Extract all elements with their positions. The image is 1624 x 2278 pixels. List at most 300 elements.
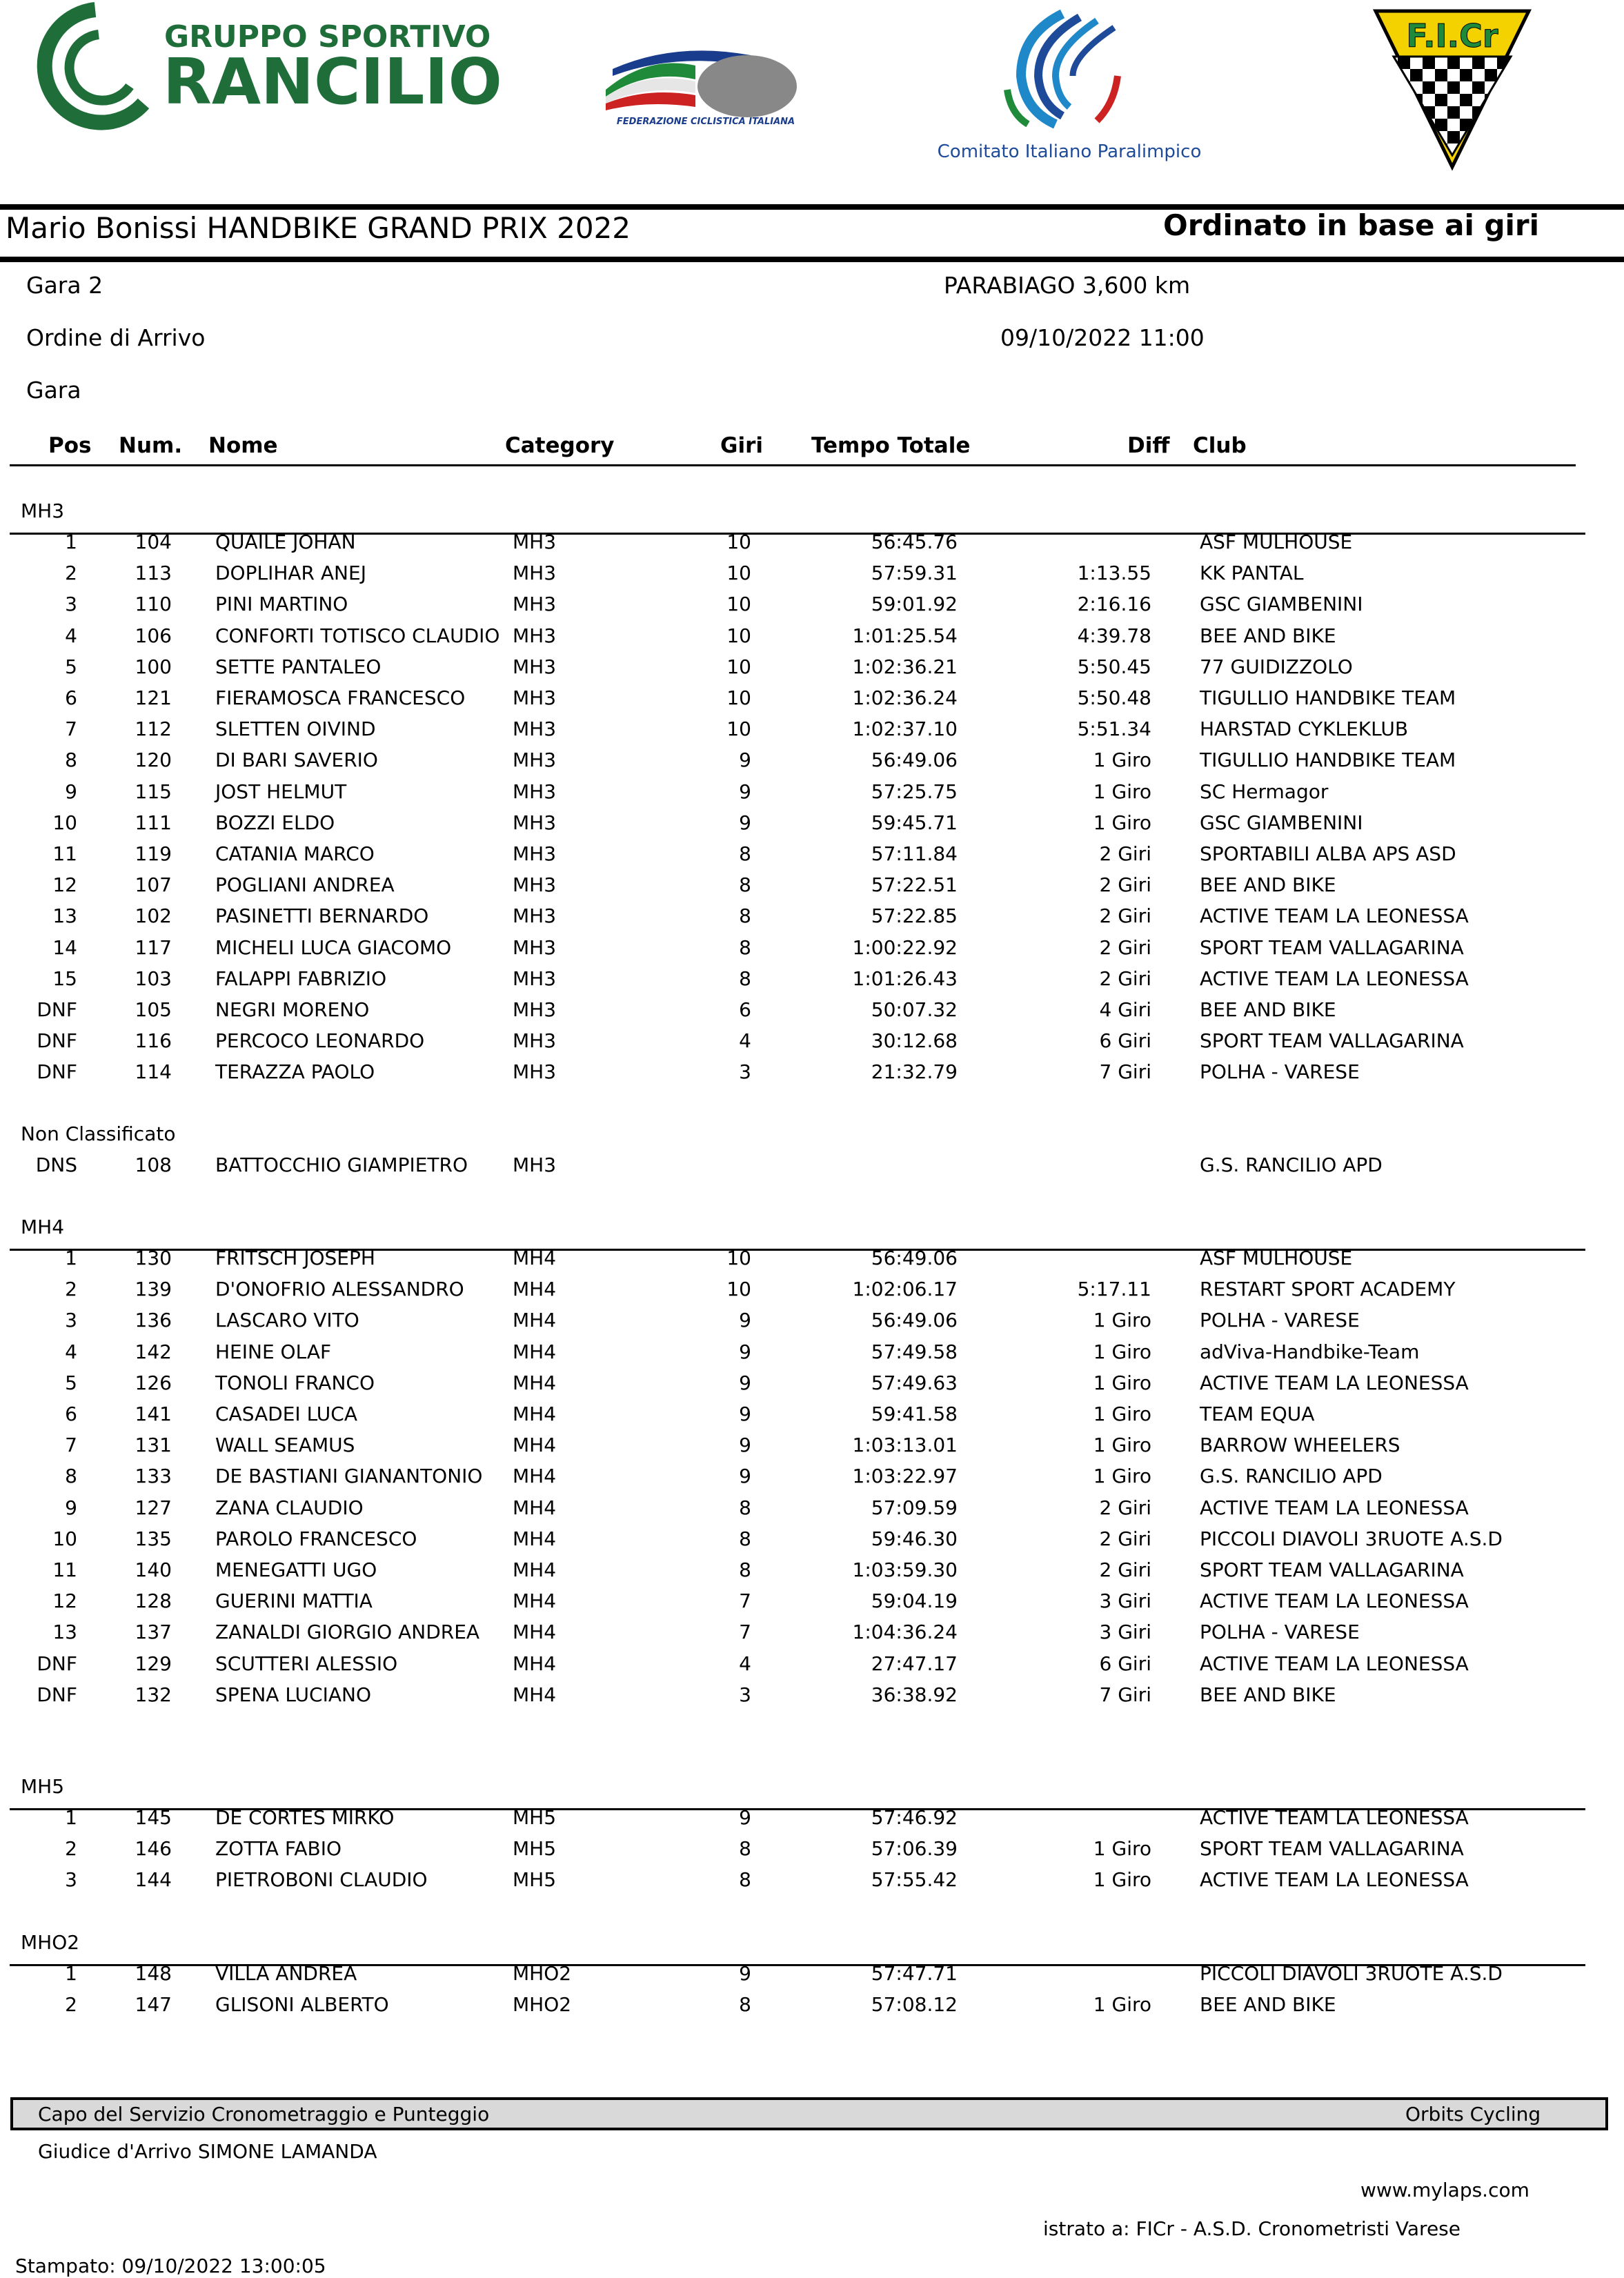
section-title: MHO2 xyxy=(21,1931,80,1954)
cell-giri: 9 xyxy=(739,749,751,772)
cell-name: MENEGATTI UGO xyxy=(215,1558,377,1581)
cell-name: CASADEI LUCA xyxy=(215,1403,357,1425)
cell-club: SPORTABILI ALBA APS ASD xyxy=(1200,842,1456,865)
cell-club: PICCOLI DIAVOLI 3RUOTE A.S.D xyxy=(1200,1962,1503,1985)
cell-giri: 7 xyxy=(739,1621,751,1644)
cell-category: MH4 xyxy=(513,1247,557,1269)
cell-pos: 10 xyxy=(52,811,77,834)
cell-name: QUAILE JOHAN xyxy=(215,531,356,553)
col-header-name: Nome xyxy=(208,433,278,458)
cell-num: 127 xyxy=(135,1496,172,1519)
table-row xyxy=(0,593,1624,624)
cell-diff: 5:17.11 xyxy=(1077,1278,1151,1301)
cell-num: 146 xyxy=(135,1837,172,1861)
col-header-club: Club xyxy=(1193,433,1247,458)
cell-name: BATTOCCHIO GIAMPIETRO xyxy=(215,1153,468,1176)
cell-name: CONFORTI TOTISCO CLAUDIO xyxy=(215,624,500,647)
cell-name: DI BARI SAVERIO xyxy=(215,749,378,772)
cell-diff: 2 Giri xyxy=(1099,904,1151,928)
cell-pos: 11 xyxy=(52,842,77,865)
cell-pos: DNF xyxy=(37,1683,77,1706)
cell-time: 27:47.17 xyxy=(871,1652,958,1675)
cell-num: 110 xyxy=(135,593,172,616)
cell-category: MH4 xyxy=(513,1527,557,1550)
header-rule xyxy=(10,464,1576,466)
table-row xyxy=(0,1527,1624,1558)
cell-num: 104 xyxy=(135,531,172,553)
cell-name: GUERINI MATTIA xyxy=(215,1589,373,1613)
cell-time: 57:49.58 xyxy=(871,1340,958,1363)
table-row xyxy=(0,624,1624,655)
cell-club: TEAM EQUA xyxy=(1200,1403,1315,1425)
cell-pos: 2 xyxy=(65,1993,77,2017)
cell-giri: 8 xyxy=(739,1527,751,1550)
order-label: Ordine di Arrivo xyxy=(26,324,206,351)
cell-time: 1:01:25.54 xyxy=(852,624,958,647)
cell-pos: 4 xyxy=(65,624,77,647)
cell-num: 128 xyxy=(135,1589,172,1613)
cell-club: KK PANTAL xyxy=(1200,562,1304,585)
cell-pos: 12 xyxy=(52,873,77,897)
cell-num: 100 xyxy=(135,655,172,678)
cell-club: ACTIVE TEAM LA LEONESSA xyxy=(1200,1589,1469,1613)
cell-club: SPORT TEAM VALLAGARINA xyxy=(1200,1837,1464,1861)
cell-name: GLISONI ALBERTO xyxy=(215,1993,389,2017)
cell-diff: 2 Giri xyxy=(1099,842,1151,865)
cell-name: JOST HELMUT xyxy=(215,780,347,803)
cell-diff: 1 Giro xyxy=(1093,1465,1151,1488)
table-row xyxy=(0,998,1624,1029)
cell-club: POLHA - VARESE xyxy=(1200,1621,1360,1644)
cell-giri: 9 xyxy=(739,811,751,834)
cell-time: 59:46.30 xyxy=(871,1527,958,1550)
cell-diff: 1:13.55 xyxy=(1077,562,1151,585)
cell-giri: 4 xyxy=(739,1652,751,1675)
cell-diff: 1 Giro xyxy=(1093,1371,1151,1394)
rancilio-logo-line1: GRUPPO SPORTIVO xyxy=(164,19,491,55)
cell-club: ASF MULHOUSE xyxy=(1200,1247,1353,1269)
cell-num: 147 xyxy=(135,1993,172,2017)
cell-name: FALAPPI FABRIZIO xyxy=(215,967,387,990)
cell-name: ZANA CLAUDIO xyxy=(215,1496,364,1519)
cell-time: 30:12.68 xyxy=(871,1029,958,1053)
cell-category: MH3 xyxy=(513,749,557,772)
cell-giri: 8 xyxy=(739,935,751,959)
table-row xyxy=(0,780,1624,811)
cell-giri: 8 xyxy=(739,1868,751,1892)
cell-num: 107 xyxy=(135,873,172,897)
cell-name: ZANALDI GIORGIO ANDREA xyxy=(215,1621,480,1644)
cell-num: 105 xyxy=(135,998,172,1021)
table-row xyxy=(0,531,1624,562)
judge-label: Giudice d'Arrivo SIMONE LAMANDA xyxy=(38,2140,377,2163)
fci-logo-text: FEDERAZIONE CICLISTICA ITALIANA xyxy=(616,117,795,127)
cell-diff: 3 Giri xyxy=(1099,1589,1151,1613)
cell-name: D'ONOFRIO ALESSANDRO xyxy=(215,1278,464,1301)
cell-giri: 8 xyxy=(739,873,751,897)
cell-pos: 14 xyxy=(52,935,77,959)
cell-category: MH3 xyxy=(513,935,557,959)
cell-club: adViva-Handbike-Team xyxy=(1200,1340,1420,1363)
cell-giri: 10 xyxy=(726,593,751,616)
table-row xyxy=(0,1060,1624,1091)
cell-club: SPORT TEAM VALLAGARINA xyxy=(1200,1558,1464,1581)
cell-num: 114 xyxy=(135,1060,172,1084)
cell-time: 57:06.39 xyxy=(871,1837,958,1861)
cell-giri: 10 xyxy=(726,1247,751,1269)
table-row xyxy=(0,1403,1624,1434)
cell-name: FRITSCH JOSEPH xyxy=(215,1247,375,1269)
datetime-label: 09/10/2022 11:00 xyxy=(1000,324,1205,351)
cell-category: MH4 xyxy=(513,1496,557,1519)
cell-num: 137 xyxy=(135,1621,172,1644)
table-row xyxy=(0,1652,1624,1683)
cell-num: 130 xyxy=(135,1247,172,1269)
cell-pos: 7 xyxy=(65,717,77,741)
cell-club: 77 GUIDIZZOLO xyxy=(1200,655,1353,678)
cell-pos: 7 xyxy=(65,1434,77,1457)
table-row xyxy=(0,936,1624,967)
table-row xyxy=(0,842,1624,873)
cell-giri: 4 xyxy=(739,1029,751,1053)
cell-diff: 2 Giri xyxy=(1099,1496,1151,1519)
cell-diff: 2 Giri xyxy=(1099,1527,1151,1550)
cell-club: PICCOLI DIAVOLI 3RUOTE A.S.D xyxy=(1200,1527,1503,1550)
cell-club: ACTIVE TEAM LA LEONESSA xyxy=(1200,1371,1469,1394)
cell-pos: 8 xyxy=(65,1465,77,1488)
cell-category: MH3 xyxy=(513,686,557,709)
cell-category: MH3 xyxy=(513,811,557,834)
cell-club: ACTIVE TEAM LA LEONESSA xyxy=(1200,967,1469,990)
cell-category: MH3 xyxy=(513,967,557,990)
cell-giri: 9 xyxy=(739,1340,751,1363)
cell-club: ASF MULHOUSE xyxy=(1200,531,1353,553)
cell-club: G.S. RANCILIO APD xyxy=(1200,1465,1383,1488)
cell-time: 56:49.06 xyxy=(871,1247,958,1269)
cell-name: TERAZZA PAOLO xyxy=(215,1060,375,1084)
cell-category: MH3 xyxy=(513,842,557,865)
cell-name: FIERAMOSCA FRANCESCO xyxy=(215,686,466,709)
cell-giri: 8 xyxy=(739,1837,751,1861)
cell-pos: 3 xyxy=(65,593,77,616)
rancilio-logo-line2: RANCILIO xyxy=(163,45,502,119)
cell-diff: 6 Giri xyxy=(1099,1652,1151,1675)
cell-name: BOZZI ELDO xyxy=(215,811,335,834)
cell-name: HEINE OLAF xyxy=(215,1340,332,1363)
cell-club: GSC GIAMBENINI xyxy=(1200,593,1363,616)
cell-num: 108 xyxy=(135,1153,172,1176)
table-row xyxy=(0,1340,1624,1371)
cell-club: SPORT TEAM VALLAGARINA xyxy=(1200,1029,1464,1053)
cell-giri: 9 xyxy=(739,1403,751,1425)
ficr-logo-text: F.I.Cr xyxy=(1406,17,1498,55)
cell-diff: 2 Giri xyxy=(1099,967,1151,990)
cell-num: 139 xyxy=(135,1278,172,1301)
cell-club: HARSTAD CYKLEKLUB xyxy=(1200,717,1409,741)
cell-giri: 8 xyxy=(739,967,751,990)
cell-giri: 9 xyxy=(739,1309,751,1332)
sort-label: Ordinato in base ai giri xyxy=(1163,208,1540,242)
cell-category: MH3 xyxy=(513,531,557,553)
cell-category: MH4 xyxy=(513,1278,557,1301)
cell-pos: 6 xyxy=(65,686,77,709)
cell-category: MH5 xyxy=(513,1837,557,1861)
cell-giri: 9 xyxy=(739,1962,751,1985)
cell-diff: 1 Giro xyxy=(1093,780,1151,803)
cell-num: 148 xyxy=(135,1962,172,1985)
cell-time: 57:09.59 xyxy=(871,1496,958,1519)
cell-pos: 4 xyxy=(65,1340,77,1363)
cell-name: DE BASTIANI GIANANTONIO xyxy=(215,1465,483,1488)
table-row xyxy=(0,1558,1624,1589)
cell-diff: 1 Giro xyxy=(1093,811,1151,834)
website-link[interactable]: www.mylaps.com xyxy=(1360,2179,1529,2201)
cell-club: BARROW WHEELERS xyxy=(1200,1434,1400,1457)
cell-diff: 1 Giro xyxy=(1093,1403,1151,1425)
event-title: Mario Bonissi HANDBIKE GRAND PRIX 2022 xyxy=(6,211,631,245)
cell-category: MH3 xyxy=(513,998,557,1021)
cell-giri: 3 xyxy=(739,1060,751,1084)
cell-club: G.S. RANCILIO APD xyxy=(1200,1153,1383,1176)
cell-num: 106 xyxy=(135,624,172,647)
cell-name: VILLA ANDREA xyxy=(215,1962,357,1985)
cell-diff: 6 Giri xyxy=(1099,1029,1151,1053)
cell-category: MH4 xyxy=(513,1621,557,1644)
cell-pos: 8 xyxy=(65,749,77,772)
cell-time: 59:41.58 xyxy=(871,1403,958,1425)
cell-time: 50:07.32 xyxy=(871,998,958,1021)
cell-category: MHO2 xyxy=(513,1962,572,1985)
cell-pos: DNF xyxy=(37,1060,77,1084)
cell-num: 142 xyxy=(135,1340,172,1363)
cell-name: SETTE PANTALEO xyxy=(215,655,382,678)
table-row xyxy=(0,1247,1624,1278)
cell-num: 121 xyxy=(135,686,172,709)
cell-category: MH5 xyxy=(513,1806,557,1829)
cell-giri: 9 xyxy=(739,1806,751,1829)
col-header-num: Num. xyxy=(119,433,183,458)
cell-category: MH3 xyxy=(513,904,557,928)
cell-name: CATANIA MARCO xyxy=(215,842,375,865)
cell-club: BEE AND BIKE xyxy=(1200,1683,1336,1706)
cell-category: MH3 xyxy=(513,1060,557,1084)
cell-num: 129 xyxy=(135,1652,172,1675)
cell-num: 120 xyxy=(135,749,172,772)
cell-pos: 1 xyxy=(65,1247,77,1269)
cell-time: 57:11.84 xyxy=(871,842,958,865)
rancilio-logo xyxy=(19,0,502,138)
cell-name: POGLIANI ANDREA xyxy=(215,873,395,897)
cell-name: DE CORTES MIRKO xyxy=(215,1806,395,1829)
cell-name: LASCARO VITO xyxy=(215,1309,359,1332)
table-row xyxy=(0,1837,1624,1868)
cip-logo-text: Comitato Italiano Paralimpico xyxy=(937,141,1202,162)
cell-diff: 5:50.48 xyxy=(1077,686,1151,709)
type-label: Gara xyxy=(26,377,81,404)
cell-num: 126 xyxy=(135,1371,172,1394)
cell-club: POLHA - VARESE xyxy=(1200,1309,1360,1332)
cell-time: 1:02:36.21 xyxy=(852,655,958,678)
cell-category: MH4 xyxy=(513,1683,557,1706)
cell-pos: DNF xyxy=(37,1652,77,1675)
cell-num: 102 xyxy=(135,904,172,928)
cell-diff: 1 Giro xyxy=(1093,1309,1151,1332)
cell-time: 57:22.51 xyxy=(871,873,958,897)
cell-diff: 2 Giri xyxy=(1099,935,1151,959)
cell-name: SLETTEN OIVIND xyxy=(215,717,376,741)
cell-club: BEE AND BIKE xyxy=(1200,624,1336,647)
col-header-pos: Pos xyxy=(48,433,92,458)
cell-diff: 1 Giro xyxy=(1093,1993,1151,2017)
table-row xyxy=(0,686,1624,717)
cell-giri: 10 xyxy=(726,624,751,647)
chief-label: Capo del Servizio Cronometraggio e Punteggio xyxy=(38,2103,490,2126)
cell-giri: 9 xyxy=(739,1434,751,1457)
cell-time: 36:38.92 xyxy=(871,1683,958,1706)
cell-category: MH3 xyxy=(513,780,557,803)
cell-time: 21:32.79 xyxy=(871,1060,958,1084)
cell-num: 131 xyxy=(135,1434,172,1457)
cell-num: 119 xyxy=(135,842,172,865)
cell-club: BEE AND BIKE xyxy=(1200,998,1336,1021)
table-row xyxy=(0,1309,1624,1340)
cell-giri: 10 xyxy=(726,1278,751,1301)
cell-giri: 9 xyxy=(739,1465,751,1488)
cell-pos: 1 xyxy=(65,531,77,553)
cell-pos: 5 xyxy=(65,1371,77,1394)
race-label: Gara 2 xyxy=(26,272,103,299)
cell-name: PASINETTI BERNARDO xyxy=(215,904,429,928)
cell-time: 57:47.71 xyxy=(871,1962,958,1985)
cell-category: MH4 xyxy=(513,1403,557,1425)
table-row xyxy=(0,1621,1624,1652)
cell-time: 57:46.92 xyxy=(871,1806,958,1829)
cell-num: 136 xyxy=(135,1309,172,1332)
cell-pos: 3 xyxy=(65,1868,77,1892)
cell-time: 56:45.76 xyxy=(871,531,958,553)
cell-diff: 2 Giri xyxy=(1099,873,1151,897)
cell-giri: 7 xyxy=(739,1589,751,1613)
cell-category: MH4 xyxy=(513,1558,557,1581)
table-row xyxy=(0,967,1624,998)
cell-club: SPORT TEAM VALLAGARINA xyxy=(1200,935,1464,959)
cell-pos: 9 xyxy=(65,1496,77,1519)
cell-num: 112 xyxy=(135,717,172,741)
cell-time: 57:55.42 xyxy=(871,1868,958,1892)
cell-pos: 9 xyxy=(65,780,77,803)
cell-pos: 15 xyxy=(52,967,77,990)
cell-category: MH4 xyxy=(513,1371,557,1394)
cell-giri: 10 xyxy=(726,531,751,553)
cell-num: 145 xyxy=(135,1806,172,1829)
cell-club: SC Hermagor xyxy=(1200,780,1329,803)
ficr-logo xyxy=(1373,7,1532,172)
cell-diff: 1 Giro xyxy=(1093,1340,1151,1363)
cell-name: PERCOCO LEONARDO xyxy=(215,1029,425,1053)
cell-club: ACTIVE TEAM LA LEONESSA xyxy=(1200,1496,1469,1519)
cell-pos: 2 xyxy=(65,1278,77,1301)
cell-num: 141 xyxy=(135,1403,172,1425)
cell-name: DOPLIHAR ANEJ xyxy=(215,562,366,585)
cell-diff: 1 Giro xyxy=(1093,749,1151,772)
cell-num: 132 xyxy=(135,1683,172,1706)
cell-category: MH4 xyxy=(513,1465,557,1488)
cell-diff: 2 Giri xyxy=(1099,1558,1151,1581)
table-row xyxy=(0,717,1624,749)
cip-logo xyxy=(937,0,1202,166)
cell-diff: 3 Giri xyxy=(1099,1621,1151,1644)
col-header-diff: Diff xyxy=(1127,433,1170,458)
cell-club: RESTART SPORT ACADEMY xyxy=(1200,1278,1456,1301)
cell-time: 1:03:22.97 xyxy=(852,1465,958,1488)
cell-giri: 8 xyxy=(739,1496,751,1519)
section-title: MH5 xyxy=(21,1775,65,1798)
cell-pos: 2 xyxy=(65,1837,77,1861)
cell-name: NEGRI MORENO xyxy=(215,998,370,1021)
section-title: MH4 xyxy=(21,1216,65,1238)
table-row xyxy=(0,1029,1624,1060)
cell-name: PINI MARTINO xyxy=(215,593,348,616)
fci-logo xyxy=(592,28,820,141)
cell-pos: 2 xyxy=(65,562,77,585)
cell-club: BEE AND BIKE xyxy=(1200,873,1336,897)
cell-diff: 1 Giro xyxy=(1093,1868,1151,1892)
cell-name: WALL SEAMUS xyxy=(215,1434,355,1457)
cell-club: POLHA - VARESE xyxy=(1200,1060,1360,1084)
cell-diff: 5:51.34 xyxy=(1077,717,1151,741)
table-row xyxy=(0,811,1624,842)
table-row xyxy=(0,1465,1624,1496)
cell-giri: 9 xyxy=(739,780,751,803)
cell-giri: 3 xyxy=(739,1683,751,1706)
table-row xyxy=(0,873,1624,904)
cell-num: 113 xyxy=(135,562,172,585)
table-row xyxy=(0,562,1624,593)
cell-club: ACTIVE TEAM LA LEONESSA xyxy=(1200,1806,1469,1829)
col-header-time: Tempo Totale xyxy=(811,433,971,458)
title-bottom-rule xyxy=(0,257,1624,262)
cell-time: 57:08.12 xyxy=(871,1993,958,2017)
table-row xyxy=(0,1153,1624,1185)
cell-name: SPENA LUCIANO xyxy=(215,1683,371,1706)
printed-label: Stampato: 09/10/2022 13:00:05 xyxy=(15,2255,326,2277)
cell-name: PAROLO FRANCESCO xyxy=(215,1527,417,1550)
cell-giri: 10 xyxy=(726,562,751,585)
table-row xyxy=(0,1278,1624,1309)
section-title: Non Classificato xyxy=(21,1122,176,1145)
cell-pos: 6 xyxy=(65,1403,77,1425)
cell-time: 59:45.71 xyxy=(871,811,958,834)
table-row xyxy=(0,1496,1624,1527)
cell-club: ACTIVE TEAM LA LEONESSA xyxy=(1200,1868,1469,1892)
cell-time: 57:25.75 xyxy=(871,780,958,803)
cell-club: TIGULLIO HANDBIKE TEAM xyxy=(1200,749,1456,772)
cell-name: MICHELI LUCA GIACOMO xyxy=(215,935,452,959)
table-row xyxy=(0,1371,1624,1403)
cell-giri: 8 xyxy=(739,1558,751,1581)
cell-category: MH3 xyxy=(513,655,557,678)
cell-num: 133 xyxy=(135,1465,172,1488)
cell-giri: 6 xyxy=(739,998,751,1021)
cell-giri: 10 xyxy=(726,686,751,709)
cell-category: MH3 xyxy=(513,562,557,585)
cell-diff: 4:39.78 xyxy=(1077,624,1151,647)
cell-time: 1:03:59.30 xyxy=(852,1558,958,1581)
cell-pos: 1 xyxy=(65,1806,77,1829)
cell-name: SCUTTERI ALESSIO xyxy=(215,1652,398,1675)
cell-num: 115 xyxy=(135,780,172,803)
cell-giri: 8 xyxy=(739,904,751,928)
